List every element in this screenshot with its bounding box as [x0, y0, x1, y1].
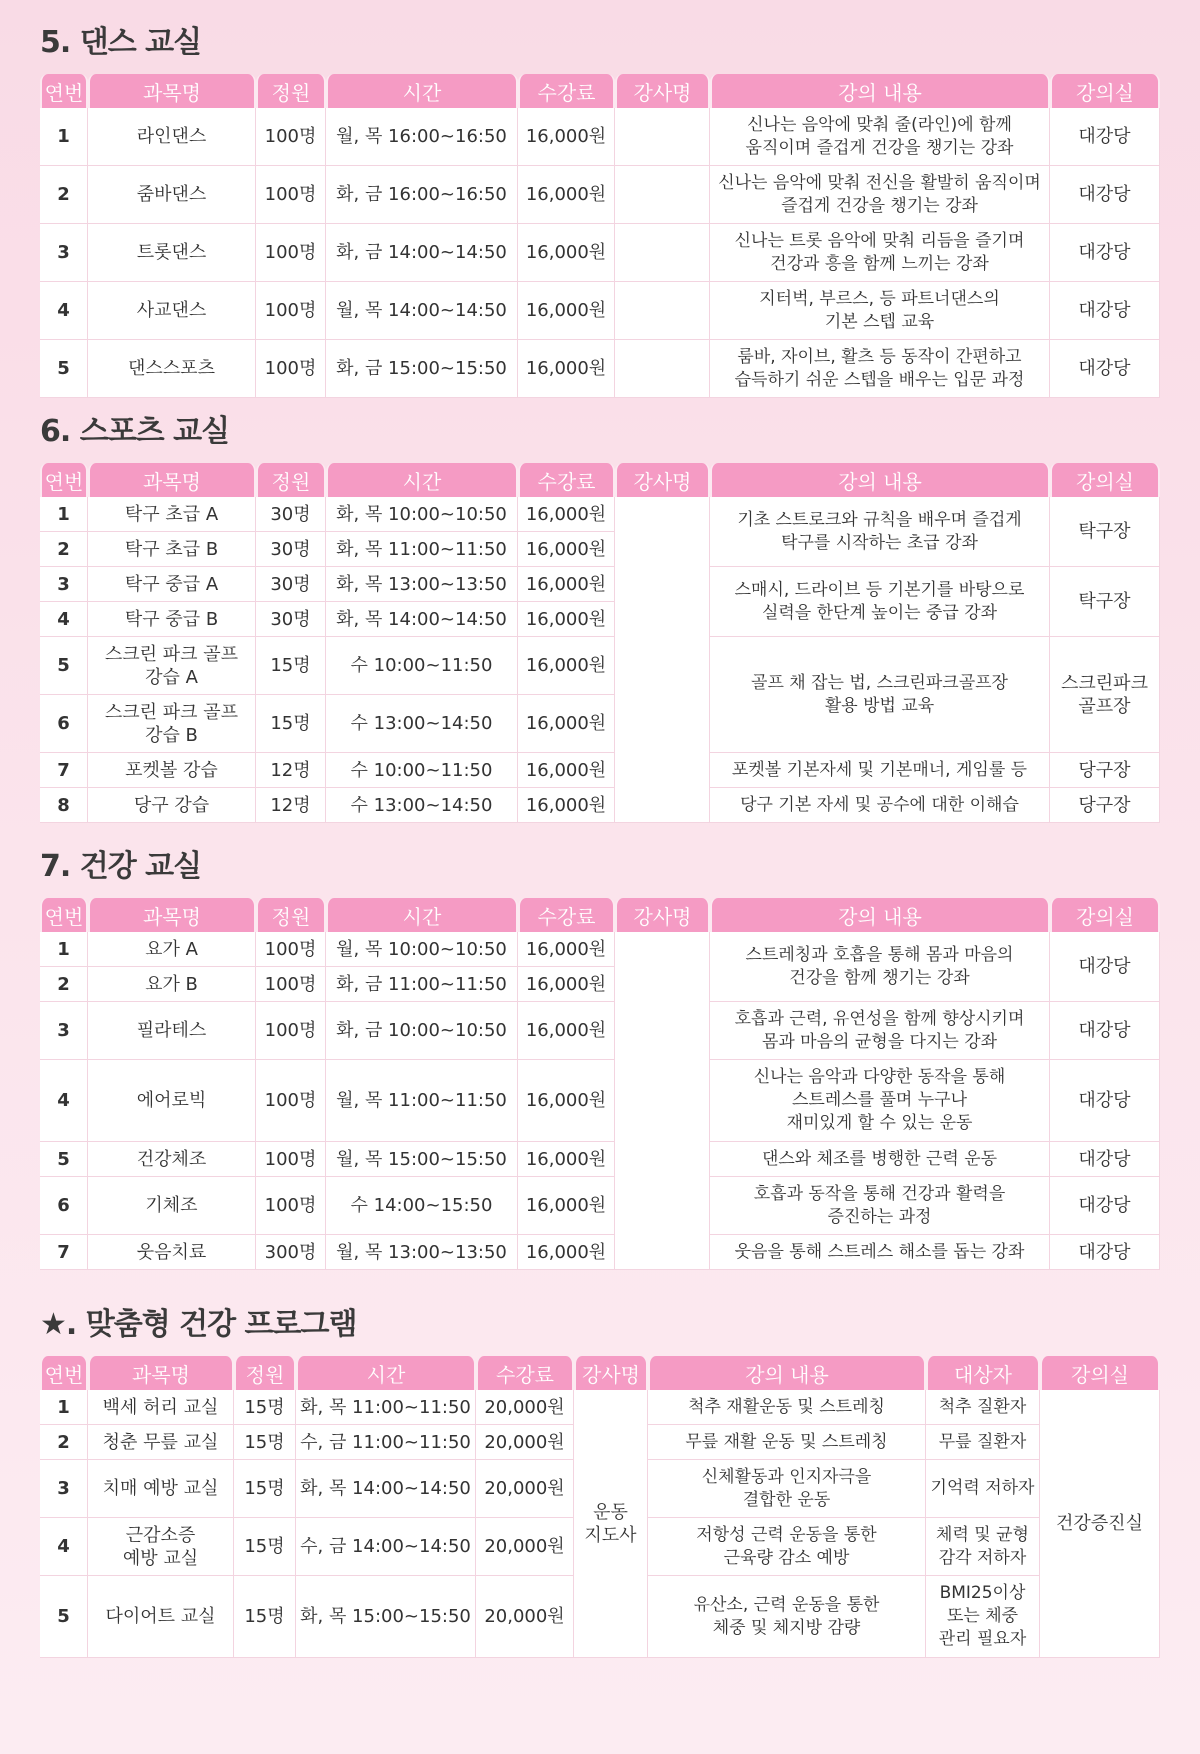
fee: 16,000원: [518, 637, 615, 695]
col-header: 강의실: [1050, 463, 1160, 497]
course-name: 청춘 무릎 교실: [88, 1425, 234, 1460]
col-header: 시간: [326, 74, 518, 108]
fee: 20,000원: [476, 1576, 574, 1658]
schedule: 화, 목 11:00~11:50: [296, 1390, 476, 1425]
classroom: 당구장: [1050, 788, 1160, 823]
fee: 16,000원: [518, 753, 615, 788]
course-description: 신나는 음악에 맞춰 전신을 활발히 움직이며 즐겁게 건강을 챙기는 강좌: [710, 166, 1050, 224]
col-header: 시간: [326, 898, 518, 932]
course-description: 당구 기본 자세 및 공수에 대한 이해습: [710, 788, 1050, 823]
header-row: [40, 898, 1160, 932]
fee: 16,000원: [518, 602, 615, 637]
capacity: 100명: [256, 932, 326, 967]
col-header: 정원: [256, 463, 326, 497]
col-header: 강의 내용: [710, 898, 1050, 932]
classroom: 대강당: [1050, 1177, 1160, 1235]
schedule: 월, 목 16:00~16:50: [326, 108, 518, 166]
course-description: 척추 재활운동 및 스트레칭: [648, 1390, 926, 1425]
classroom: 대강당: [1050, 166, 1160, 224]
course-name: 스크린 파크 골프 강습 B: [88, 695, 256, 753]
schedule: 화, 금 10:00~10:50: [326, 1002, 518, 1060]
capacity: 30명: [256, 602, 326, 637]
classroom: 대강당: [1050, 340, 1160, 398]
fee: 16,000원: [518, 1002, 615, 1060]
schedule: 화, 금 15:00~15:50: [326, 340, 518, 398]
fee: 16,000원: [518, 224, 615, 282]
fee: 16,000원: [518, 1060, 615, 1142]
table-row: [40, 788, 1160, 823]
schedule: 화, 목 15:00~15:50: [296, 1576, 476, 1658]
custom-program-table: [40, 1356, 1160, 1658]
classroom: 탁구장: [1050, 497, 1160, 567]
section-title: ★. 맞춤형 건강 프로그램: [40, 1307, 357, 1342]
fee: 16,000원: [518, 1177, 615, 1235]
classroom: 당구장: [1050, 753, 1160, 788]
fee: 16,000원: [518, 932, 615, 967]
classroom: 건강증진실: [1040, 1390, 1160, 1658]
col-header: 강의 내용: [710, 463, 1050, 497]
health-section: [40, 842, 1160, 1270]
row-number: 3: [40, 1002, 88, 1060]
table-row: [40, 108, 1160, 166]
capacity: 100명: [256, 1060, 326, 1142]
col-header: 강사명: [615, 898, 710, 932]
table-row: [40, 1002, 1160, 1060]
col-header: 수강료: [476, 1356, 574, 1390]
fee: 20,000원: [476, 1425, 574, 1460]
schedule: 월, 목 10:00~10:50: [326, 932, 518, 967]
instructor: [615, 497, 710, 823]
capacity: 100명: [256, 1142, 326, 1177]
capacity: 300명: [256, 1235, 326, 1270]
table-row: [40, 1235, 1160, 1270]
row-number: 7: [40, 753, 88, 788]
dance-section: [40, 18, 1160, 398]
target-group: 기억력 저하자: [926, 1460, 1040, 1518]
course-description: 호흡과 근력, 유연성을 함께 향상시키며 몸과 마음의 균형을 다지는 강좌: [710, 1002, 1050, 1060]
row-number: 2: [40, 967, 88, 1002]
health-table: [40, 898, 1160, 1270]
table-row: [40, 567, 1160, 602]
course-name: 당구 강습: [88, 788, 256, 823]
fee: 16,000원: [518, 967, 615, 1002]
col-header: 수강료: [518, 463, 615, 497]
col-header: 연번: [40, 1356, 88, 1390]
schedule: 수 14:00~15:50: [326, 1177, 518, 1235]
course-name: 포켓볼 강습: [88, 753, 256, 788]
course-description: 저항성 근력 운동을 통한 근육량 감소 예방: [648, 1518, 926, 1576]
table-row: [40, 166, 1160, 224]
row-number: 2: [40, 1425, 88, 1460]
capacity: 15명: [234, 1460, 296, 1518]
capacity: 12명: [256, 788, 326, 823]
course-description: 웃음을 통해 스트레스 해소를 돕는 강좌: [710, 1235, 1050, 1270]
row-number: 5: [40, 1576, 88, 1658]
sports-table: [40, 463, 1160, 823]
row-number: 6: [40, 1177, 88, 1235]
schedule: 수 13:00~14:50: [326, 788, 518, 823]
capacity: 100명: [256, 166, 326, 224]
schedule: 월, 목 15:00~15:50: [326, 1142, 518, 1177]
course-name: 탁구 중급 B: [88, 602, 256, 637]
course-description: 호흡과 동작을 통해 건강과 활력을 증진하는 과정: [710, 1177, 1050, 1235]
row-number: 4: [40, 1518, 88, 1576]
col-header: 정원: [234, 1356, 296, 1390]
capacity: 100명: [256, 282, 326, 340]
col-header: 수강료: [518, 898, 615, 932]
table-row: [40, 282, 1160, 340]
capacity: 100명: [256, 1002, 326, 1060]
table-row: [40, 1177, 1160, 1235]
instructor: [615, 932, 710, 1270]
capacity: 100명: [256, 1177, 326, 1235]
header-row: [40, 1356, 1160, 1390]
course-description: 룸바, 자이브, 활츠 등 동작이 간편하고 습득하기 쉬운 스텝을 배우는 입문 과정: [710, 340, 1050, 398]
course-name: 사교댄스: [88, 282, 256, 340]
table-row: [40, 932, 1160, 967]
header-row: [40, 74, 1160, 108]
course-name: 스크린 파크 골프 강습 A: [88, 637, 256, 695]
table-row: [40, 637, 1160, 695]
row-number: 4: [40, 602, 88, 637]
section-title: 6. 스포츠 교실: [40, 414, 230, 449]
capacity: 15명: [234, 1390, 296, 1425]
table-row: [40, 1060, 1160, 1142]
custom-program-section: [40, 1300, 1160, 1658]
col-header: 시간: [296, 1356, 476, 1390]
col-header: 강사명: [574, 1356, 648, 1390]
fee: 16,000원: [518, 340, 615, 398]
classroom: 대강당: [1050, 224, 1160, 282]
course-name: 줌바댄스: [88, 166, 256, 224]
classroom: 대강당: [1050, 1142, 1160, 1177]
schedule: 화, 목 10:00~10:50: [326, 497, 518, 532]
col-header: 강의실: [1050, 898, 1160, 932]
schedule: 화, 목 14:00~14:50: [296, 1460, 476, 1518]
course-name: 치매 예방 교실: [88, 1460, 234, 1518]
course-description: 무릎 재활 운동 및 스트레칭: [648, 1425, 926, 1460]
fee: 16,000원: [518, 497, 615, 532]
classroom: 탁구장: [1050, 567, 1160, 637]
col-header: 연번: [40, 898, 88, 932]
course-name: 트롯댄스: [88, 224, 256, 282]
course-description: 기초 스트로크와 규칙을 배우며 즐겁게 탁구를 시작하는 초급 강좌: [710, 497, 1050, 567]
target-group: BMI25이상 또는 체중 관리 필요자: [926, 1576, 1040, 1658]
section-title: 7. 건강 교실: [40, 849, 202, 884]
table-row: [40, 497, 1160, 532]
sports-section: [40, 407, 1160, 823]
schedule: 화, 목 14:00~14:50: [326, 602, 518, 637]
schedule: 화, 목 11:00~11:50: [326, 532, 518, 567]
classroom: 대강당: [1050, 282, 1160, 340]
course-description: 스트레칭과 호흡을 통해 몸과 마음의 건강을 함께 챙기는 강좌: [710, 932, 1050, 1002]
course-name: 웃음치료: [88, 1235, 256, 1270]
row-number: 3: [40, 567, 88, 602]
row-number: 5: [40, 1142, 88, 1177]
schedule: 화, 금 11:00~11:50: [326, 967, 518, 1002]
table-row: [40, 340, 1160, 398]
capacity: 15명: [256, 695, 326, 753]
col-header: 강사명: [615, 463, 710, 497]
capacity: 15명: [234, 1518, 296, 1576]
fee: 16,000원: [518, 788, 615, 823]
schedule: 화, 금 14:00~14:50: [326, 224, 518, 282]
fee: 16,000원: [518, 1235, 615, 1270]
schedule: 수, 금 14:00~14:50: [296, 1518, 476, 1576]
course-description: 신체활동과 인지자극을 결합한 운동: [648, 1460, 926, 1518]
table-row: [40, 1390, 1160, 1425]
col-header: 강의실: [1040, 1356, 1160, 1390]
instructor: [615, 340, 710, 398]
capacity: 100명: [256, 967, 326, 1002]
course-name: 탁구 초급 B: [88, 532, 256, 567]
row-number: 8: [40, 788, 88, 823]
col-header: 과목명: [88, 1356, 234, 1390]
classroom: 대강당: [1050, 1002, 1160, 1060]
col-header: 과목명: [88, 898, 256, 932]
header-row: [40, 463, 1160, 497]
table-row: [40, 224, 1160, 282]
capacity: 100명: [256, 224, 326, 282]
schedule: 월, 목 14:00~14:50: [326, 282, 518, 340]
schedule: 화, 목 13:00~13:50: [326, 567, 518, 602]
row-number: 5: [40, 637, 88, 695]
fee: 16,000원: [518, 567, 615, 602]
section-title: 5. 댄스 교실: [40, 25, 202, 60]
row-number: 7: [40, 1235, 88, 1270]
row-number: 5: [40, 340, 88, 398]
fee: 20,000원: [476, 1390, 574, 1425]
course-name: 다이어트 교실: [88, 1576, 234, 1658]
col-header: 시간: [326, 463, 518, 497]
classroom: 대강당: [1050, 108, 1160, 166]
row-number: 4: [40, 282, 88, 340]
course-description: 스매시, 드라이브 등 기본기를 바탕으로 실력을 한단계 높이는 중급 강좌: [710, 567, 1050, 637]
course-name: 요가 A: [88, 932, 256, 967]
capacity: 30명: [256, 532, 326, 567]
classroom: 스크린파크 골프장: [1050, 637, 1160, 753]
schedule: 수 13:00~14:50: [326, 695, 518, 753]
instructor: [615, 224, 710, 282]
capacity: 12명: [256, 753, 326, 788]
row-number: 4: [40, 1060, 88, 1142]
fee: 20,000원: [476, 1518, 574, 1576]
capacity: 100명: [256, 340, 326, 398]
course-name: 필라테스: [88, 1002, 256, 1060]
schedule: 월, 목 13:00~13:50: [326, 1235, 518, 1270]
course-name: 탁구 중급 A: [88, 567, 256, 602]
fee: 16,000원: [518, 166, 615, 224]
fee: 16,000원: [518, 282, 615, 340]
instructor: [615, 166, 710, 224]
schedule: 화, 금 16:00~16:50: [326, 166, 518, 224]
instructor: [615, 108, 710, 166]
target-group: 척추 질환자: [926, 1390, 1040, 1425]
fee: 20,000원: [476, 1460, 574, 1518]
course-name: 에어로빅: [88, 1060, 256, 1142]
course-description: 유산소, 근력 운동을 통한 체중 및 체지방 감량: [648, 1576, 926, 1658]
course-description: 지터벅, 부르스, 등 파트너댄스의 기본 스텝 교육: [710, 282, 1050, 340]
col-header: 과목명: [88, 74, 256, 108]
capacity: 30명: [256, 567, 326, 602]
course-description: 신나는 음악에 맞춰 줄(라인)에 함께 움직이며 즐겁게 건강을 챙기는 강좌: [710, 108, 1050, 166]
course-name: 근감소증 예방 교실: [88, 1518, 234, 1576]
course-description: 포켓볼 기본자세 및 기본매너, 게임룰 등: [710, 753, 1050, 788]
course-description: 골프 채 잡는 법, 스크린파크골프장 활용 방법 교육: [710, 637, 1050, 753]
instructor: [615, 282, 710, 340]
col-header: 강의 내용: [710, 74, 1050, 108]
capacity: 30명: [256, 497, 326, 532]
col-header: 연번: [40, 74, 88, 108]
schedule: 수 10:00~11:50: [326, 753, 518, 788]
course-name: 요가 B: [88, 967, 256, 1002]
schedule: 월, 목 11:00~11:50: [326, 1060, 518, 1142]
col-header: 대상자: [926, 1356, 1040, 1390]
course-description: 신나는 음악과 다양한 동작을 통해 스트레스를 풀며 누구나 재미있게 할 수 있는 운동: [710, 1060, 1050, 1142]
instructor: 운동 지도사: [574, 1390, 648, 1658]
course-description: 댄스와 체조를 병행한 근력 운동: [710, 1142, 1050, 1177]
row-number: 1: [40, 108, 88, 166]
course-name: 건강체조: [88, 1142, 256, 1177]
col-header: 연번: [40, 463, 88, 497]
col-header: 수강료: [518, 74, 615, 108]
col-header: 강의 내용: [648, 1356, 926, 1390]
row-number: 1: [40, 497, 88, 532]
dance-table: [40, 74, 1160, 398]
classroom: 대강당: [1050, 1235, 1160, 1270]
row-number: 1: [40, 1390, 88, 1425]
fee: 16,000원: [518, 532, 615, 567]
fee: 16,000원: [518, 108, 615, 166]
fee: 16,000원: [518, 695, 615, 753]
col-header: 정원: [256, 74, 326, 108]
schedule: 수 10:00~11:50: [326, 637, 518, 695]
course-description: 신나는 트롯 음악에 맞춰 리듬을 즐기며 건강과 흥을 함께 느끼는 강좌: [710, 224, 1050, 282]
fee: 16,000원: [518, 1142, 615, 1177]
capacity: 100명: [256, 108, 326, 166]
col-header: 정원: [256, 898, 326, 932]
col-header: 강사명: [615, 74, 710, 108]
course-name: 댄스스포츠: [88, 340, 256, 398]
course-name: 라인댄스: [88, 108, 256, 166]
course-name: 백세 허리 교실: [88, 1390, 234, 1425]
table-row: [40, 1142, 1160, 1177]
course-name: 기체조: [88, 1177, 256, 1235]
target-group: 체력 및 균형 감각 저하자: [926, 1518, 1040, 1576]
table-row: [40, 753, 1160, 788]
col-header: 강의실: [1050, 74, 1160, 108]
capacity: 15명: [256, 637, 326, 695]
classroom: 대강당: [1050, 1060, 1160, 1142]
row-number: 3: [40, 224, 88, 282]
row-number: 2: [40, 532, 88, 567]
col-header: 과목명: [88, 463, 256, 497]
capacity: 15명: [234, 1576, 296, 1658]
row-number: 1: [40, 932, 88, 967]
classroom: 대강당: [1050, 932, 1160, 1002]
target-group: 무릎 질환자: [926, 1425, 1040, 1460]
row-number: 3: [40, 1460, 88, 1518]
capacity: 15명: [234, 1425, 296, 1460]
course-name: 탁구 초급 A: [88, 497, 256, 532]
schedule: 수, 금 11:00~11:50: [296, 1425, 476, 1460]
row-number: 6: [40, 695, 88, 753]
row-number: 2: [40, 166, 88, 224]
